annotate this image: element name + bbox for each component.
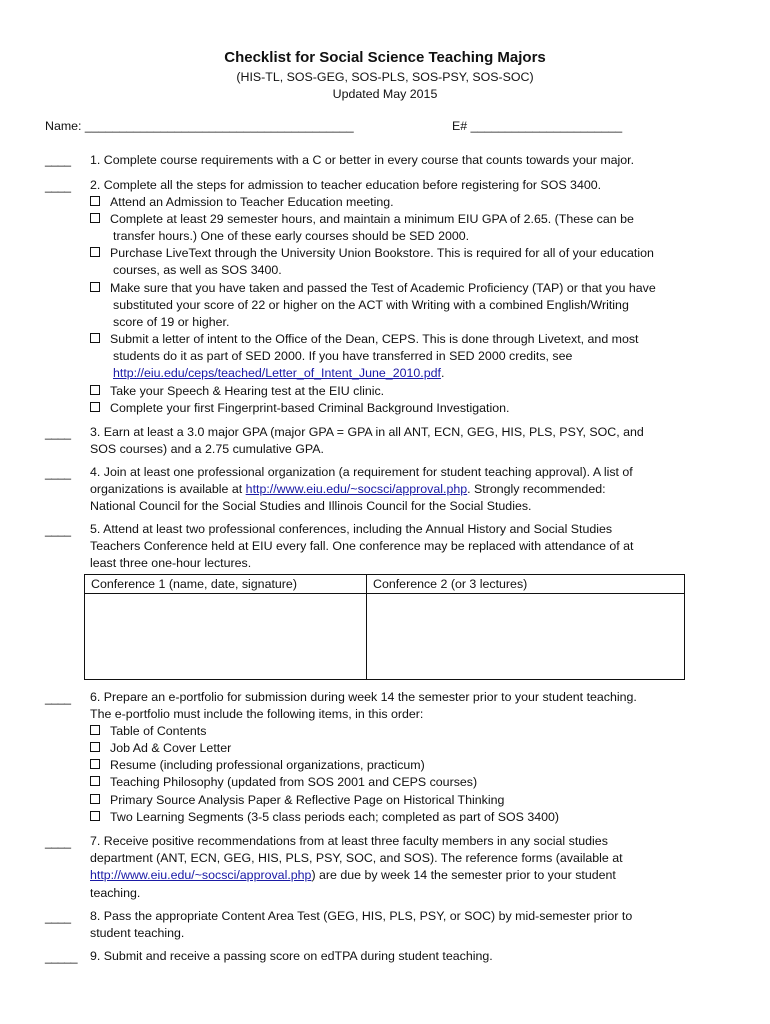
item-2-sub-5: Submit a letter of intent to the Office of the Dean, CEPS. This is done through Livetext, and most students do it as part of SED 2000. If you have transferred in SED 2000 credits, see http://eiu.edu/ceps/teached/Letter_of_Intent_June_2010.pdf. [90, 331, 710, 383]
conference-2-header: Conference 2 (or 3 lectures) [367, 575, 685, 594]
item-2-sub-7: Complete your first Fingerprint-based Criminal Background Investigation. [90, 400, 710, 417]
name-field[interactable]: Name: _______________________________________ [45, 119, 354, 133]
item-6-sub-4: Teaching Philosophy (updated from SOS 2001 and CEPS courses) [90, 774, 710, 791]
item-7: 7. Receive positive recommendations from at least three faculty members in any social studies department (ANT, ECN, GEG, HIS, PLS, PSY, SOC, and SOS). The reference forms (available at http://www.eiu.edu/~socsci/approval.php) are due by week 14 the semester prior to your student teaching. [90, 834, 623, 900]
item-2-sub-4: Make sure that you have taken and passed the Test of Academic Proficiency (TAP) or that you have substituted your score of 22 or higher on the ACT with Writing with a combined English/Writing score of 19 or higher. [90, 280, 710, 332]
check-blank-3[interactable]: ____ [45, 426, 71, 440]
checkbox-icon[interactable] [90, 402, 100, 412]
item-3: 3. Earn at least a 3.0 major GPA (major GPA = GPA in all ANT, ECN, GEG, HIS, PLS, PSY, SOC, and SOS courses) and a 2.75 cumulative GPA. [90, 425, 644, 457]
checkbox-icon[interactable] [90, 794, 100, 804]
conference-table [84, 574, 685, 680]
item-6-sub-1: Table of Contents [90, 723, 710, 740]
item-2-sub-1: Attend an Admission to Teacher Education meeting. [90, 194, 710, 211]
check-blank-5[interactable]: ____ [45, 523, 71, 537]
document-title: Checklist for Social Science Teaching Majors [224, 49, 546, 66]
checkbox-icon[interactable] [90, 811, 100, 821]
check-blank-9[interactable]: _____ [45, 950, 77, 964]
conference-2-cell[interactable] [367, 594, 685, 680]
check-blank-1[interactable]: ____ [45, 153, 71, 167]
checkbox-icon[interactable] [90, 282, 100, 292]
checkbox-icon[interactable] [90, 776, 100, 786]
item-9: 9. Submit and receive a passing score on edTPA during student teaching. [90, 949, 493, 963]
checkbox-icon[interactable] [90, 196, 100, 206]
check-blank-2[interactable]: ____ [45, 179, 71, 193]
checkbox-icon[interactable] [90, 333, 100, 343]
item-6-sub-6: Two Learning Segments (3-5 class periods each; completed as part of SOS 3400) [90, 809, 710, 826]
check-blank-4[interactable]: ____ [45, 466, 71, 480]
checkbox-icon[interactable] [90, 725, 100, 735]
item-6-sub-5: Primary Source Analysis Paper & Reflective Page on Historical Thinking [90, 792, 710, 809]
letter-of-intent-link[interactable]: http://eiu.edu/ceps/teached/Letter_of_Intent_June_2010.pdf [113, 366, 441, 381]
updated-date: Updated May 2015 [332, 87, 438, 101]
enumber-field[interactable]: E# ______________________ [452, 119, 623, 133]
item-6-sub-3: Resume (including professional organizations, practicum) [90, 757, 710, 774]
check-blank-8[interactable]: ____ [45, 910, 71, 924]
item-2: 2. Complete all the steps for admission to teacher education before registering for SOS 3400. [90, 178, 602, 192]
checkbox-icon[interactable] [90, 742, 100, 752]
item-2-sub-2: Complete at least 29 semester hours, and maintain a minimum EIU GPA of 2.65. (These can be transfer hours.) One of these early courses should be SED 2000. [90, 211, 710, 245]
check-blank-6[interactable]: ____ [45, 691, 71, 705]
conference-1-header: Conference 1 (name, date, signature) [85, 575, 367, 594]
check-blank-7[interactable]: ____ [45, 835, 71, 849]
item-4: 4. Join at least one professional organization (a requirement for student teaching approval). A list of organizations is available at http://www.eiu.edu/~socsci/approval.php. Strongly recommended: National Council for the Social Studies and Illinois Council for the Social Studies. [90, 465, 633, 514]
item-6: 6. Prepare an e-portfolio for submission during week 14 the semester prior to your student teaching. The e-portfolio must include the following items, in this order: [90, 690, 637, 722]
checkbox-icon[interactable] [90, 247, 100, 257]
item-8: 8. Pass the appropriate Content Area Test (GEG, HIS, PLS, PSY, or SOC) by mid-semester prior to student teaching. [90, 909, 633, 941]
reference-forms-link[interactable]: http://www.eiu.edu/~socsci/approval.php [90, 868, 312, 883]
program-codes: (HIS-TL, SOS-GEG, SOS-PLS, SOS-PSY, SOS-SOC) [236, 70, 534, 84]
checkbox-icon[interactable] [90, 213, 100, 223]
item-1: 1. Complete course requirements with a C or better in every course that counts towards your major. [90, 153, 635, 167]
item-2-sub-6: Take your Speech & Hearing test at the EIU clinic. [90, 383, 710, 400]
item-5: 5. Attend at least two professional conferences, including the Annual History and Social Studies Teachers Conference held at EIU every fall. One conference may be replaced with attendance of at least three one-hour lectures. [90, 522, 634, 571]
conference-1-cell[interactable] [85, 594, 367, 680]
checkbox-icon[interactable] [90, 759, 100, 769]
item-2-sub-3: Purchase LiveText through the University Union Bookstore. This is required for all of your education courses, as well as SOS 3400. [90, 245, 710, 279]
checkbox-icon[interactable] [90, 385, 100, 395]
item-6-sub-2: Job Ad & Cover Letter [90, 740, 710, 757]
approval-link[interactable]: http://www.eiu.edu/~socsci/approval.php [245, 482, 468, 497]
